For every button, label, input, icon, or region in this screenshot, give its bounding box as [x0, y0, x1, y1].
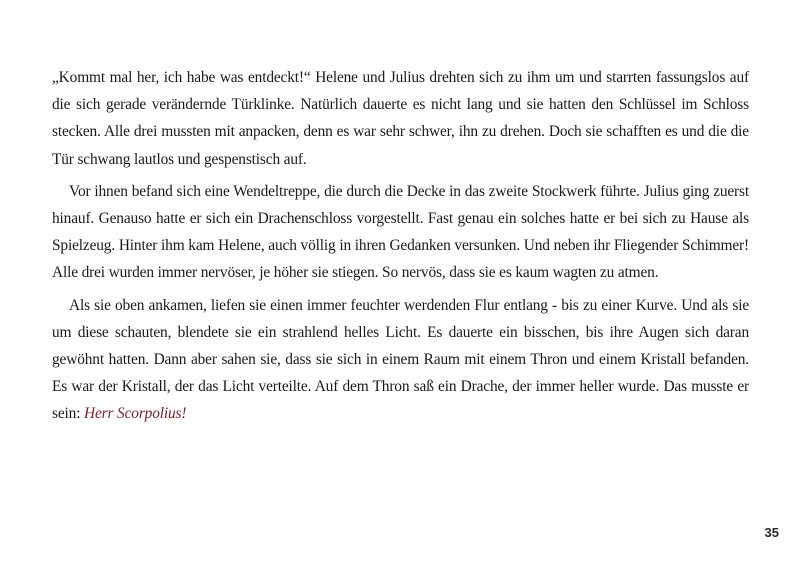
page-body [52, 64, 749, 433]
paragraph-3-text: Als sie oben ankamen, liefen sie einen immer feuchter werdenden Flur entlang - bis zu einer Kurve. Und als sie um diese schauten, blendete sie ein strahlend helles Licht. Es dauerte ein bisschen, bis ihre Augen sich daran gewöhnt hatten. Dann aber sahen sie, dass sie sich in einem Raum mit einem Thron und einem Kristall befanden. Es war der Kristall, der das Licht verteilte. Auf dem Thron saß ein Drache, der immer heller wurde. Das musste er sein: [52, 296, 749, 423]
paragraph-1-text: „Kommt mal her, ich habe was entdeckt!“ Helene und Julius drehten sich zu ihm um und starrten fassungslos auf die sich gerade verändernde Türklinke. Natürlich dauerte es nicht lang und sie hatten den Schlüssel im Schloss stecken. Alle drei mussten mit anpacken, denn es war sehr schwer, ihn zu drehen. Doch sie schafften es und die die Tür schwang lautlos und gespenstisch auf. [52, 69, 749, 168]
dragon-name-emphasis: Herr Scorpolius! [84, 405, 187, 423]
paragraph-3 [52, 292, 749, 428]
paragraph-2 [52, 178, 749, 287]
paragraph-1 [52, 64, 749, 173]
paragraph-2-text: Vor ihnen befand sich eine Wendeltreppe, die durch die Decke in das zweite Stockwerk führte. Julius ging zuerst hinauf. Genauso hatte er sich ein Drachenschloss vorgestellt. Fast genau ein solches hatte er bei sich zu Hause als Spielzeug. Hinter ihm kam Helene, auch völlig in ihren Gedanken versunken. Und neben ihr Fliegender Schimmer! Alle drei wurden immer nervöser, je höher sie stiegen. So nervös, dass sie es kaum wagten zu atmen. [52, 182, 749, 282]
page-number: 35 [764, 525, 779, 540]
